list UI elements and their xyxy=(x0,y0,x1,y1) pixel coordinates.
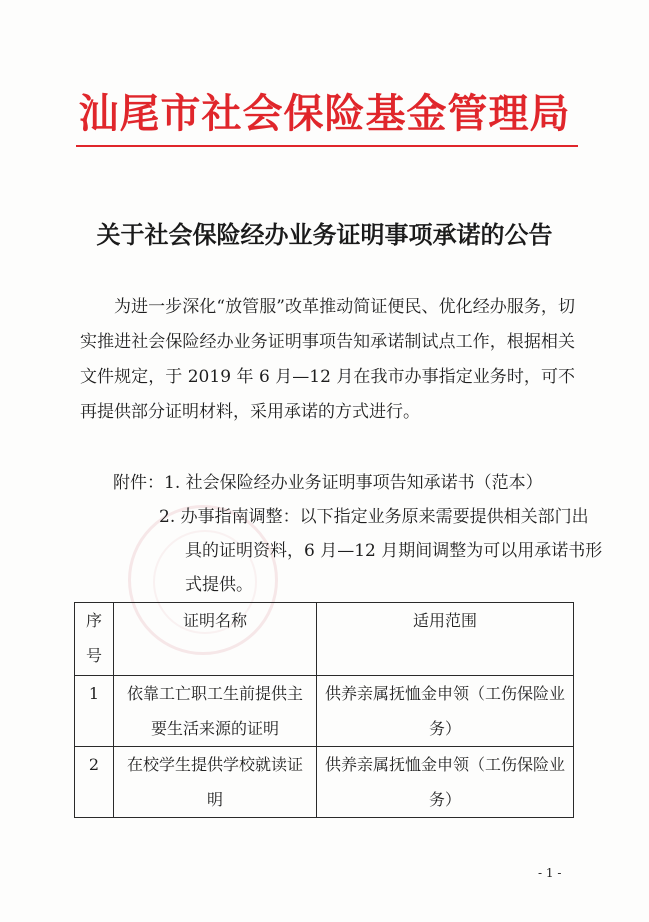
attachment-label: 附件： xyxy=(113,473,164,493)
table-row xyxy=(75,747,574,818)
certificate-table xyxy=(74,602,574,818)
body-paragraph: 为进一步深化“放管服”改革推动简证便民、优化经办服务，切实推进社会保险经办业务证明事项告知承诺制试点工作，根据相关文件规定，于 2019 年 6 月—12 月在我市办事指定业务时，可不再提供部分证明材料，采用承诺的方式进行。 xyxy=(80,297,575,422)
column-header-scope: 适用范围 xyxy=(317,603,574,676)
row-number: 2 xyxy=(75,747,114,818)
document-title: 关于社会保险经办业务证明事项承诺的公告 xyxy=(96,220,553,249)
page-number: - 1 - xyxy=(538,866,562,880)
applicable-scope: 供养亲属抚恤金申领（工伤保险业务） xyxy=(317,676,574,747)
attachment-item-1: 1. 社会保险经办业务证明事项告知承诺书（范本） xyxy=(164,473,543,493)
table-header-row xyxy=(75,603,574,676)
certificate-name: 依靠工亡职工生前提供主要生活来源的证明 xyxy=(114,676,317,747)
applicable-scope: 供养亲属抚恤金申领（工伤保险业务） xyxy=(317,747,574,818)
row-number: 1 xyxy=(75,676,114,747)
issuing-organization-header: 汕尾市社会保险基金管理局 xyxy=(78,90,571,137)
column-header-no: 序号 xyxy=(75,603,114,676)
attachment-item-2: 2. 办事指南调整：以下指定业务原来需要提供相关部门出具的证明资料，6 月—12 月期间调整为可以用承诺书形式提供。 xyxy=(159,507,603,595)
attachment-line-1 xyxy=(113,466,583,500)
red-header-rule xyxy=(76,145,578,147)
table-row xyxy=(75,676,574,747)
certificate-name: 在校学生提供学校就读证明 xyxy=(114,747,317,818)
column-header-name: 证明名称 xyxy=(114,603,317,676)
